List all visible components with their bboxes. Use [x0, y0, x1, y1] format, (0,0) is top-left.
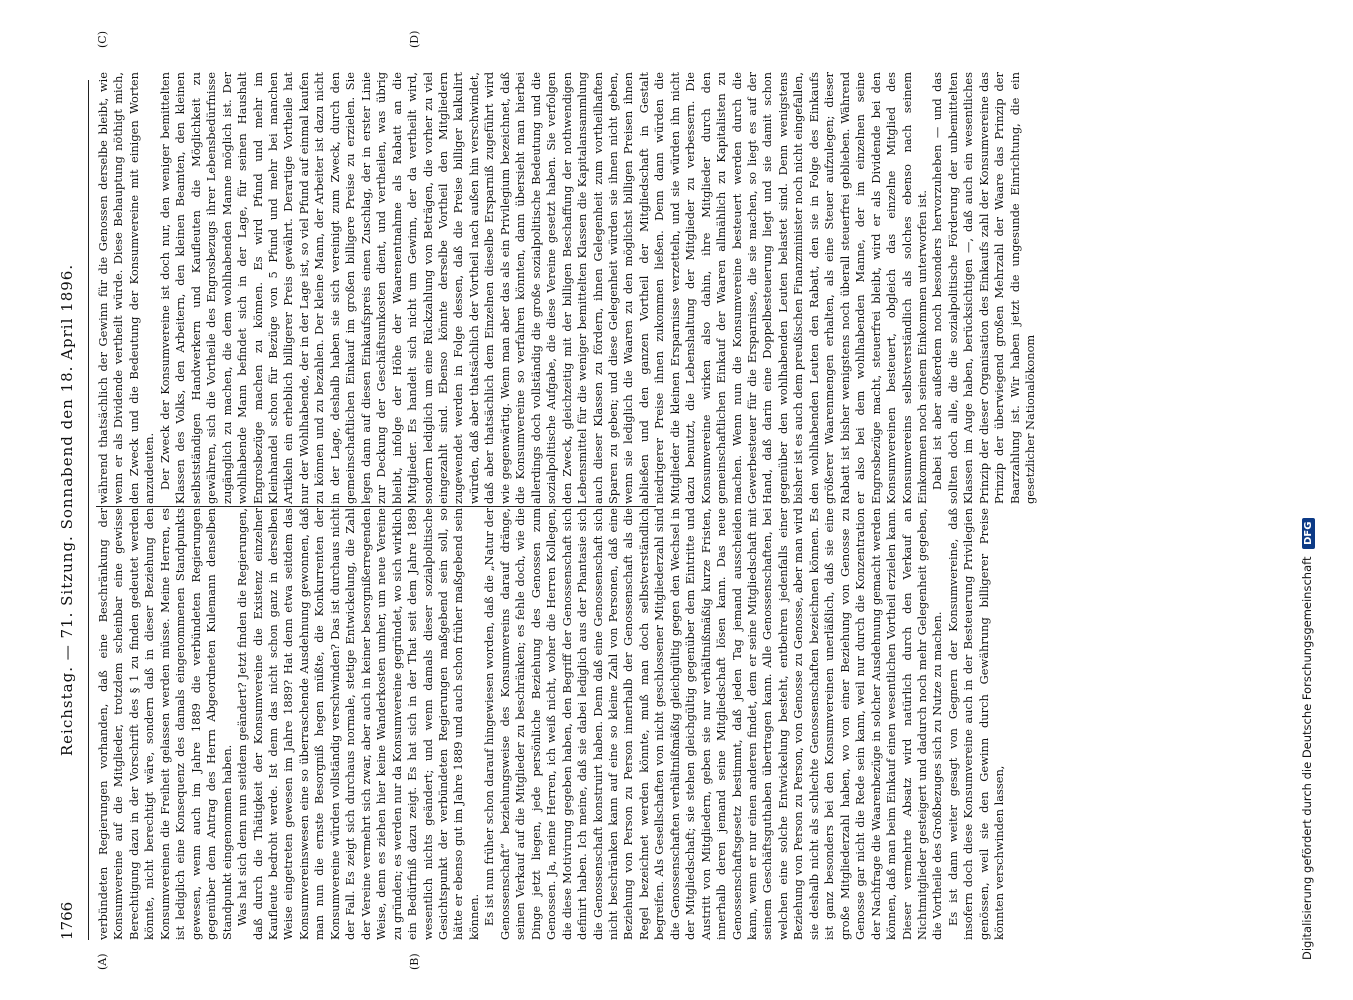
- page-title: Reichstag. — 71. Sitzung. Sonnabend den 18. April 1896.: [58, 263, 76, 757]
- right-column: [96, 72, 1038, 504]
- dfg-logo: DFG: [1302, 518, 1315, 549]
- margin-marker-a: (A): [96, 953, 109, 970]
- margin-marker-b: (B): [408, 953, 421, 970]
- paragraph: Dabei ist aber außerdem noch besonders hervorzuheben — und das sollten doch alle, die die sozialpolitische Förderung der unbemittelten Klassen im Auge haben, berücksichtigen —, daß auch ein wesentliches Prinzip der dieser Organisation des Einkaufs zahl der Konsumvereine das Prinzip der überwiegend großen Mehrzahl der Waare das Prinzip der Baarzahlung ist. Wir haben jetzt die ungesunde Einrichtung, die ein gesetzlicher Nationalökonom: [930, 72, 1038, 504]
- paragraph: Der Zweck der Konsumvereine ist doch nur, den weniger bemittelten Klassen des Volks, den Arbeitern, den kleinen Beamten, den kleinen selbstständigen Handwerkern und Kaufleuten die Möglichkeit zu gewähren, sich die Vortheile des Engrosbezugs ihrer Lebensbedürfnisse zugänglich zu machen, die dem wohlhabenden Manne möglich ist. Der wohlhabende Mann befindet sich in der Lage, für seinen Haushalt Engrosbezüge machen zu können. Es wird Pfund und mehr im Kleinhandel schon für Bezüge von 5 Pfund und mehr bei manchen Artikeln ein erheblich billigerer Preis gewährt. Derartige Vortheile hat nur der Wohlhabende, der in der Lage ist, so viel Pfund auf einmal kaufen zu können und zu bezahlen. Der kleine Mann, der Arbeiter ist dazu nicht in der Lage, deshalb haben sie sich vereinigt zum Zweck, durch den gemeinschaftlichen Einkauf im großen billigere Preise zu erzielen. Sie legen dann auf diesen Einkaufspreis einen Zuschlag, der in erster Linie zur Deckung der Geschäftsunkosten dient, und vertheilen, was übrig bleibt, infolge der Höhe der Waarenentnahme als Rabatt an die Mitglieder. Es handelt sich nicht um Gewinn, der da vertheilt wird, sondern lediglich um eine Rückzahlung von Beträgen, die vorher zu viel eingezahlt sind. Ebenso könnte derselbe Vortheil den Mitgliedern zugewendet werden in Folge dessen, daß die Preise billiger kalkulirt würden, daß aber thatsächlich der Vortheil nach außen hin verschwindet, daß aber thatsächlich dem Einzelnen dieselbe Ersparniß zugeführt wird wie gegenwärtig. Wenn man aber das als ein Privilegium bezeichnet, daß die Konsumvereine so verfahren könnten, dann übersieht man hierbei allerdings doch vollständig die große sozialpolitische Bedeutung und die sozialpolitische Aufgabe, die diese Vereine gesetzt haben. Sie verfolgen den Zweck, gleichzeitig mit der billigen Beschaffung der nothwendigen Lebensmittel für die weniger bemittelten Klassen die Kapitalansammlung auch dieser Klassen zu fördern, ihnen Gelegenheit zum vortheilhaften Sparen zu geben; und diese Gelegenheit würden sie ihnen nicht geben, wenn sie lediglich die Waaren zu den möglichst billigen Preisen ihnen abließen und den ganzen Vortheil der Mitgliedschaft in Gestalt niedrigerer Preise ihnen zukommen ließen. Denn dann würden die Mitglieder die kleinen Ersparnisse verzetteln, und sie würden ihn nicht dazu benutzt, die Lebenshaltung der Mitglieder zu verbessern. Die Konsumvereine wirken also dahin, ihre Mitglieder durch den gemeinschaftlichen Einkauf der Waaren allmählich zu Kapitalisten zu machen. Wenn nun die Konsumvereine besteuert werden durch die Gewerbesteuer für die Ersparnisse, die sie machen, so liegt es auf der Hand, daß darin eine Doppelbesteuerung liegt und sie damit schon gegenüber den wohlhabenden Leuten belastet sind. Denn wenigstens bisher ist es auch dem preußischen Finanzminister noch nicht eingefallen, den wohlhabenden Leuten den Rabatt, den sie in Folge des Einkaufs größerer Waarenmengen erhalten, als eine Steuer aufzulegen; dieser Rabatt ist bisher wenigstens noch überall steuerfrei geblieben. Während er also bei dem wohlhabenden Manne, der im einzelnen seine Engrosbezüge macht, steuerfrei bleibt, wird er als Dividende bei den Konsumvereinen besteuert, obgleich das einzelne Mitglied des Konsumvereins selbstverständlich als solches ebenso nach seinem Einkommen noch seinem Einkommen unterworfen ist.: [157, 72, 930, 504]
- paragraph: verbündeten Regierungen vorhanden, daß eine Beschränkung der Konsumvereine auf die Mitglieder, trotzdem scheinbar eine gewisse Berechtigung dazu in der Vorschrift des § 1 zu finden gedeutet werden könnte, nicht berechtigt wäre, sondern daß in dieser Beziehung den Konsumvereinen die Freiheit gelassen werden müsse. Meine Herren, es ist lediglich eine Konsequenz des damals eingenommenen Standpunkts gewesen, wenn auch im Jahre 1889 die verbündeten Regierungen gegenüber dem Antrag des Herrn Abgeordneten Kulemann denselben Standpunkt eingenommen haben.: [96, 508, 234, 940]
- margin-marker-c: (C): [96, 31, 109, 48]
- column-divider: [96, 506, 656, 507]
- header-rule: [88, 80, 89, 940]
- page-number: 1766: [58, 901, 76, 940]
- digitization-credit: [1300, 20, 1315, 960]
- left-column: [96, 508, 1007, 940]
- paragraph: während thatsächlich der Gewinn für die Genossen derselbe bleibt, wie wenn er als Dividende vertheilt würde. Diese Behauptung nöthigt mich, den Zweck und die Bedeutung der Konsumvereine mit einigen Worten anzudeuten.: [96, 72, 157, 504]
- paragraph: Was hat sich denn nun seitdem geändert? Jetzt finden die Regierungen, daß durch die Thätigkeit der Konsumvereine die Existenz einzelner Kaufleute bedroht werde. Ist denn das nicht schon ganz in derselben Weise eingetreten gewesen im Jahre 1889? Hat denn etwa seitdem das Konsumvereinswesen eine so überraschende Ausdehnung gewonnen, daß man nun die ernste Besorgniß hegen müßte, die Konkurrenten der Konsumvereine würden vollständig verschwinden? Das ist durchaus nicht der Fall. Es zeigt sich durchaus normale, stetige Entwickelung, die Zahl der Vereine vermehrt sich zwar, aber auch in keiner besorgnißerregenden Weise, denn es ziehen hier keine Wanderkosten umher, um neue Vereine zu gründen; es werden nur da Konsumvereine gegründet, wo sich wirklich ein Bedürfniß dazu zeigt. Es hat sich in der That seit dem Jahre 1889 wesentlich nichts geändert; und wenn damals dieser sozialpolitische Gesichtspunkt der verbündeten Regierungen maßgebend sein soll, so hätte er ebenso gut im Jahre 1889 und auch schon früher maßgebend sein können.: [235, 508, 481, 940]
- page-header: [58, 80, 82, 940]
- credit-text: Digitalisierung gefördert durch die Deutsche Forschungsgemeinschaft: [1300, 556, 1314, 960]
- paragraph: Es ist nun früher schon darauf hingewiesen worden, daß die „Natur der Genossenschaft“ beziehungsweise des Konsumvereins darauf dränge, seinen Verkauf auf die Mitglieder zu beschränken; es fehle doch, wie die Dinge jetzt liegen, jede persönliche Beziehung des Genossen zum Genossen. Ja, meine Herren, ich weiß nicht, woher die Herren Kollegen, die diese Motivirung gegeben haben, den Begriff der Genossenschaft sich definirt haben. Ich meine, daß sie dabei lediglich aus der Phantasie sich die Genossenschaft konstruirt haben. Denn daß eine Genossenschaft sich nicht beschränken kann auf eine so kleine Zahl von Personen, daß eine Beziehung von Person zu Person innerhalb der Genossenschaft als die Regel bezeichnet werden könnte, muß man doch selbstverständlich begreifen. Als Gesellschaften von nicht geschlossener Mitgliederzahl sind die Genossenschaften verhältnißmäßig gleichgültig gegen den Wechsel in der Mitgliedschaft; sie stehen gleichgültig gegenüber dem Eintritte und Austritt von Mitgliedern, geben sie nur verhältnißmäßig kurze Fristen, innerhalb deren jemand seine Mitgliedschaft lösen kann. Das neue Genossenschaftsgesetz bestimmt, daß jeden Tag jemand ausscheiden kann, wenn er nur einen anderen findet, dem er seine Mitgliedschaft mit seinem Geschäftsguthaben übertragen kann. Alle Genossenschaften, bei welchen eine solche Entwickelung besteht, entbehren jedenfalls einer Beziehung von Person zu Person, von Genosse zu Genosse, aber man wird sie deshalb nicht als schlechte Genossenschaften bezeichnen können. Es ist ganz besonders bei den Konsumvereinen unerläßlich, daß sie eine große Mitgliederzahl haben, wo von einer Beziehung von Genosse zu Genosse gar nicht die Rede sein kann, weil nur durch die Konzentration der Nachfrage die Waarenbezüge in solcher Ausdehnung gemacht werden können, daß man beim Einkauf einen wesentlichen Vortheil erzielen kann. Dieser vermehrte Absatz wird natürlich durch den Verkauf an Nichtmitglieder gesteigert und dadurch noch mehr Gelegenheit gegeben, die Vortheile des Großbezuges sich zu Nutze zu machen.: [482, 508, 945, 940]
- paragraph: Es ist dann weiter gesagt von Gegnern der Konsumvereine, daß insofern doch diese Konsumvereine auch in der Besteuerung Privilegien genössen, weil sie den Gewinn durch Gewährung billigerer Preise könnten verschwinden lassen,: [945, 508, 1007, 940]
- margin-marker-d: (D): [408, 30, 421, 48]
